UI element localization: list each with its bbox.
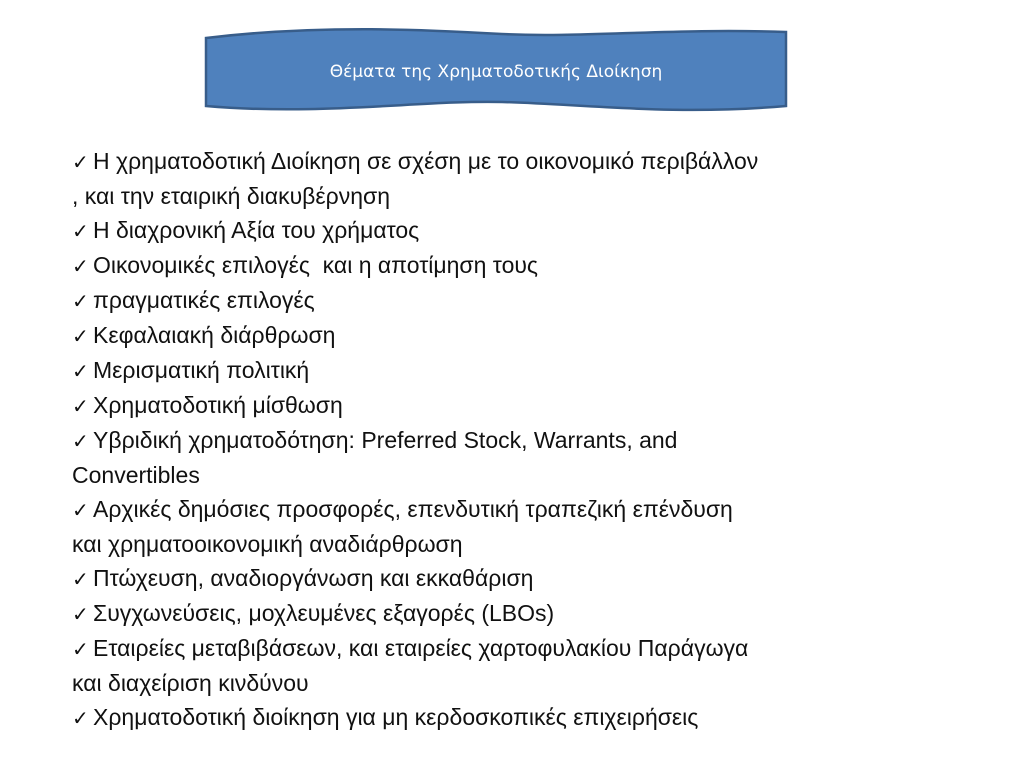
list-item-text: πραγματικές επιλογές bbox=[93, 287, 315, 313]
checkmark-icon: ✓ bbox=[72, 150, 89, 174]
list-item bbox=[72, 423, 972, 492]
list-item bbox=[72, 631, 972, 700]
list-item-text: Αρχικές δημόσιες προσφορές, επενδυτική τραπεζική επένδυση bbox=[93, 496, 733, 522]
checkmark-icon: ✓ bbox=[72, 567, 89, 591]
checkmark-icon: ✓ bbox=[72, 706, 89, 730]
list-item bbox=[72, 388, 972, 423]
checkmark-icon: ✓ bbox=[72, 637, 89, 661]
list-item-text: Κεφαλαιακή διάρθρωση bbox=[93, 322, 336, 348]
list-item-text: Η διαχρονική Αξία του χρήματος bbox=[93, 217, 420, 243]
checkmark-icon: ✓ bbox=[72, 602, 89, 626]
list-item bbox=[72, 248, 972, 283]
list-item-text: Συγχωνεύσεις, μοχλευμένες εξαγορές (LBOs) bbox=[93, 600, 555, 626]
list-item-text: Υβριδική χρηματοδότηση: Preferred Stock, Warrants, and bbox=[93, 427, 678, 453]
banner-title: Θέματα της Χρηματοδοτικής Διοίκηση bbox=[329, 62, 663, 82]
list-item-continuation: και διαχείριση κινδύνου bbox=[72, 670, 309, 696]
list-item-text: Οικονομικές επιλογές και η αποτίμηση τους bbox=[93, 252, 539, 278]
checkmark-icon: ✓ bbox=[72, 219, 89, 243]
checkmark-icon: ✓ bbox=[72, 429, 89, 453]
list-item bbox=[72, 353, 972, 388]
topic-list bbox=[72, 144, 972, 735]
checkmark-icon: ✓ bbox=[72, 359, 89, 383]
list-item-text: Χρηματοδοτική μίσθωση bbox=[93, 392, 343, 418]
title-banner bbox=[202, 26, 790, 114]
list-item-continuation: και χρηματοοικονομική αναδιάρθρωση bbox=[72, 531, 463, 557]
list-item bbox=[72, 144, 972, 213]
list-item-text: Μερισματική πολιτική bbox=[93, 357, 310, 383]
list-item-text: Πτώχευση, αναδιοργάνωση και εκκαθάριση bbox=[93, 565, 534, 591]
list-item bbox=[72, 283, 972, 318]
checkmark-icon: ✓ bbox=[72, 324, 89, 348]
list-item-continuation: , και την εταιρική διακυβέρνηση bbox=[72, 183, 390, 209]
checkmark-icon: ✓ bbox=[72, 498, 89, 522]
list-item bbox=[72, 213, 972, 248]
checkmark-icon: ✓ bbox=[72, 289, 89, 313]
list-item bbox=[72, 561, 972, 596]
list-item-text: Χρηματοδοτική διοίκηση για μη κερδοσκοπικές επιχειρήσεις bbox=[93, 704, 699, 730]
list-item bbox=[72, 700, 972, 735]
list-item bbox=[72, 318, 972, 353]
list-item-text: Η χρηματοδοτική Διοίκηση σε σχέση με το οικονομικό περιβάλλον bbox=[93, 148, 759, 174]
checkmark-icon: ✓ bbox=[72, 394, 89, 418]
list-item bbox=[72, 596, 972, 631]
list-item bbox=[72, 492, 972, 561]
checkmark-icon: ✓ bbox=[72, 254, 89, 278]
list-item-text: Εταιρείες μεταβιβάσεων, και εταιρείες χαρτοφυλακίου Παράγωγα bbox=[93, 635, 749, 661]
list-item-continuation: Convertibles bbox=[72, 462, 200, 488]
